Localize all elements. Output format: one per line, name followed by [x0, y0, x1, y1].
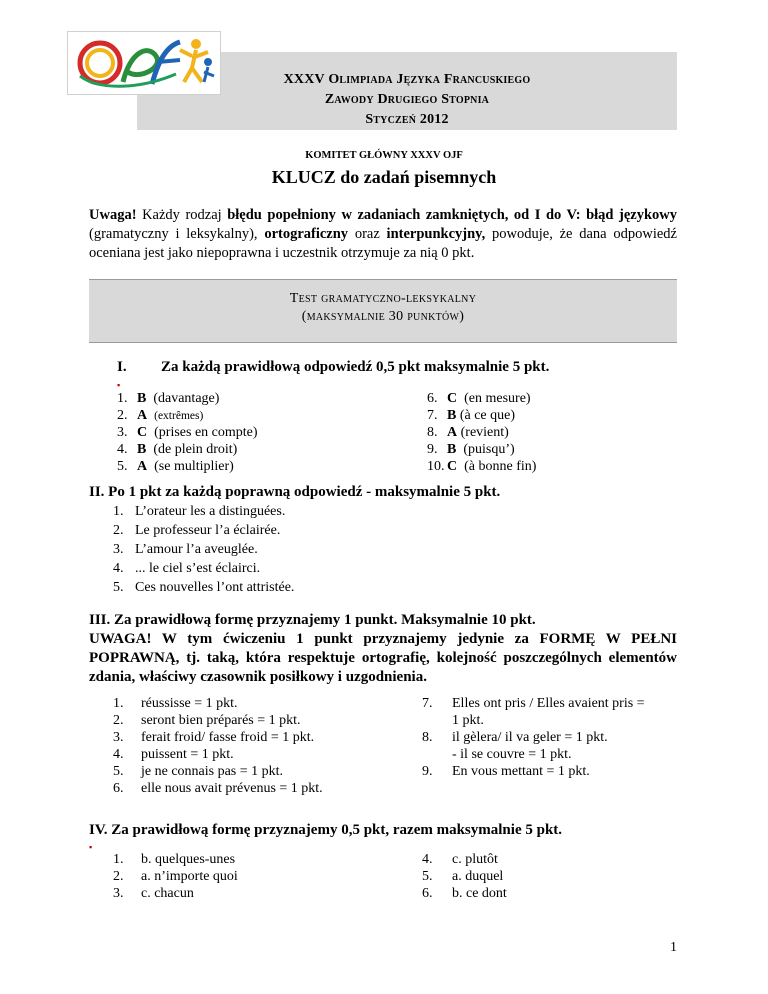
- answer-text: (extrêmes): [154, 410, 204, 422]
- answer-text: (prises en compte): [154, 425, 258, 440]
- item-number: 3.: [117, 425, 128, 440]
- answer-text: (en mesure): [464, 391, 531, 406]
- item-number: 4.: [422, 852, 433, 867]
- paragraph-mark: ▪: [117, 380, 121, 390]
- list-item: [427, 424, 687, 441]
- item-number: 4.: [113, 561, 124, 576]
- list-item: [422, 695, 682, 712]
- item-number: 1.: [113, 696, 124, 711]
- list-item: [113, 763, 403, 780]
- list-item: [117, 407, 397, 424]
- item-number: 1.: [113, 852, 124, 867]
- answer-text: En vous mettant = 1 pkt.: [452, 764, 590, 779]
- list-item: [117, 441, 397, 458]
- item-number: 1.: [117, 391, 128, 406]
- item-number: 1.: [113, 504, 124, 519]
- list-item: [427, 441, 687, 458]
- notice-emphasis: interpunkcyjny,: [386, 226, 486, 242]
- answer-letter: A: [137, 408, 148, 423]
- list-item: [113, 559, 613, 578]
- answer-text: b. ce dont: [452, 886, 507, 901]
- answer-text: c. plutôt: [452, 852, 498, 867]
- list-item: [117, 424, 397, 441]
- answer-text: (à ce que): [459, 408, 516, 423]
- item-number: 2.: [117, 408, 128, 423]
- item-number: 3.: [113, 886, 124, 901]
- header-title-line1: XXXV Olimpiada Języka Francuskiego: [283, 72, 531, 87]
- answer-text: (revient): [460, 425, 509, 440]
- answer-letter: C: [447, 391, 458, 406]
- answer-text: (de plein droit): [153, 442, 238, 457]
- answer-letter: B: [447, 408, 457, 423]
- answer-text: c. chacun: [141, 886, 194, 901]
- list-item: [427, 407, 687, 424]
- list-item: [113, 746, 403, 763]
- list-item: [113, 729, 403, 746]
- answer-text: Elles ont pris / Elles avaient pris =: [452, 696, 645, 711]
- item-number: 4.: [113, 747, 124, 762]
- test-band-subtitle: (maksymalnie 30 punktów): [301, 309, 465, 324]
- list-item: [113, 695, 403, 712]
- section4-right-list: [422, 851, 682, 902]
- item-number: 9.: [427, 442, 438, 457]
- answer-text: (puisqu’): [463, 442, 515, 457]
- list-item: [422, 729, 682, 746]
- list-item: [422, 763, 682, 780]
- section3-left-list: [113, 695, 403, 797]
- answer-letter: B: [137, 391, 147, 406]
- answer-text: L’amour l’a aveuglée.: [135, 542, 258, 557]
- answer-letter: B: [447, 442, 457, 457]
- answer-text: (se multiplier): [154, 459, 234, 474]
- answer-letter: A: [137, 459, 148, 474]
- item-number: 7.: [422, 696, 433, 711]
- list-item: [113, 712, 403, 729]
- list-item: [422, 712, 682, 729]
- list-item: [117, 458, 397, 475]
- answer-text: il gèlera/ il va geler = 1 pkt.: [452, 730, 608, 745]
- notice-lead: Uwaga!: [89, 207, 137, 223]
- section3-note: UWAGA! W tym ćwiczeniu 1 punkt przyznajemy jedynie za FORMĘ W PEŁNI POPRAWNĄ, tj. taką, która respektuje ortografię, kolejność poszczególnych elementów zdania, właściwy czasownik posiłkowy i uzgodnienia.: [89, 631, 677, 685]
- page-number: 1: [670, 940, 677, 955]
- item-number: 8.: [422, 730, 433, 745]
- answer-text: (davantage): [153, 391, 220, 406]
- answer-letter: B: [137, 442, 147, 457]
- answer-text: (à bonne fin): [464, 459, 537, 474]
- list-item: [422, 746, 682, 763]
- answer-text: Ces nouvelles l’ont attristée.: [135, 580, 295, 595]
- notice-text: Każdy rodzaj: [136, 207, 228, 223]
- answer-text: puissent = 1 pkt.: [141, 747, 234, 762]
- list-item: [422, 851, 682, 868]
- list-item: [427, 458, 687, 475]
- answer-text: a. n’importe quoi: [141, 869, 238, 884]
- item-number: 8.: [427, 425, 438, 440]
- section2-list: [113, 502, 613, 597]
- section2-heading: II. Po 1 pkt za każdą poprawną odpowiedź - maksymalnie 5 pkt.: [89, 484, 501, 500]
- item-number: 9.: [422, 764, 433, 779]
- list-item: [113, 502, 613, 521]
- answer-letter: C: [447, 459, 458, 474]
- list-item: [422, 868, 682, 885]
- answer-text: 1 pkt.: [452, 713, 484, 728]
- section3-heading: III. Za prawidłową formę przyznajemy 1 punkt. Maksymalnie 10 pkt.: [89, 612, 536, 628]
- test-band-title: Test gramatyczno-leksykalny: [289, 291, 477, 306]
- item-number: 5.: [113, 764, 124, 779]
- list-item: [117, 390, 397, 407]
- committee-label: KOMITET GŁÓWNY XXXV OJF: [305, 150, 463, 161]
- answer-text: Le professeur l’a éclairée.: [135, 523, 281, 538]
- section1-right-list: [427, 390, 687, 475]
- item-number: 6.: [113, 781, 124, 796]
- list-item: [422, 885, 682, 902]
- answer-text: seront bien préparés = 1 pkt.: [141, 713, 301, 728]
- list-item: [113, 521, 613, 540]
- notice-text: oraz: [348, 226, 387, 242]
- answer-text: a. duquel: [452, 869, 504, 884]
- section4-heading: IV. Za prawidłową formę przyznajemy 0,5 pkt, razem maksymalnie 5 pkt.: [89, 822, 563, 838]
- section1-left-list: [117, 390, 397, 475]
- item-number: 10.: [427, 459, 445, 474]
- item-number: 3.: [113, 730, 124, 745]
- notice-emphasis: ortograficzny: [264, 226, 349, 242]
- list-item: [113, 885, 403, 902]
- answer-text: ... le ciel s’est éclairci.: [135, 561, 261, 576]
- answer-letter: C: [137, 425, 148, 440]
- item-number: 5.: [422, 869, 433, 884]
- item-number: 7.: [427, 408, 438, 423]
- notice-paragraph: [89, 206, 677, 263]
- list-item: [113, 868, 403, 885]
- answer-letter: A: [447, 425, 458, 440]
- notice-text: powoduje, że dana odpowiedź oceniana jest jako niepoprawna i uczestnik otrzymuje za nią 0 pkt.: [89, 226, 677, 261]
- list-item: [113, 780, 403, 797]
- list-item: [113, 540, 613, 559]
- answer-text: - il se couvre = 1 pkt.: [452, 747, 572, 762]
- notice-emphasis: błędu popełniony w zadaniach zamkniętych, od I do V: błąd językowy: [227, 207, 677, 223]
- answer-text: elle nous avait prévenus = 1 pkt.: [141, 781, 323, 796]
- list-item: [427, 390, 687, 407]
- paragraph-mark: ▪: [89, 842, 93, 852]
- item-number: 3.: [113, 542, 124, 557]
- item-number: 2.: [113, 523, 124, 538]
- header-title-line2: Zawody Drugiego Stopnia: [324, 92, 490, 107]
- item-number: 5.: [117, 459, 128, 474]
- answer-text: ferait froid/ fasse froid = 1 pkt.: [141, 730, 315, 745]
- list-item: [113, 851, 403, 868]
- section1-numeral: I.: [117, 359, 127, 375]
- item-number: 2.: [113, 869, 124, 884]
- item-number: 2.: [113, 713, 124, 728]
- section4-left-list: [113, 851, 403, 902]
- section3-right-list: [422, 695, 682, 780]
- answer-text: b. quelques-unes: [141, 852, 236, 867]
- item-number: 5.: [113, 580, 124, 595]
- header-title-line3: Styczeń 2012: [365, 112, 449, 127]
- item-number: 6.: [422, 886, 433, 901]
- answer-text: L’orateur les a distinguées.: [135, 504, 286, 519]
- item-number: 4.: [117, 442, 128, 457]
- item-number: 6.: [427, 391, 438, 406]
- answer-text: je ne connais pas = 1 pkt.: [141, 764, 284, 779]
- list-item: [113, 578, 613, 597]
- section1-heading: Za każdą prawidłową odpowiedź 0,5 pkt maksymalnie 5 pkt.: [161, 359, 550, 375]
- notice-text: (gramatyczny i leksykalny),: [89, 226, 265, 242]
- document-title: KLUCZ do zadań pisemnych: [271, 167, 497, 187]
- answer-text: réussisse = 1 pkt.: [141, 696, 238, 711]
